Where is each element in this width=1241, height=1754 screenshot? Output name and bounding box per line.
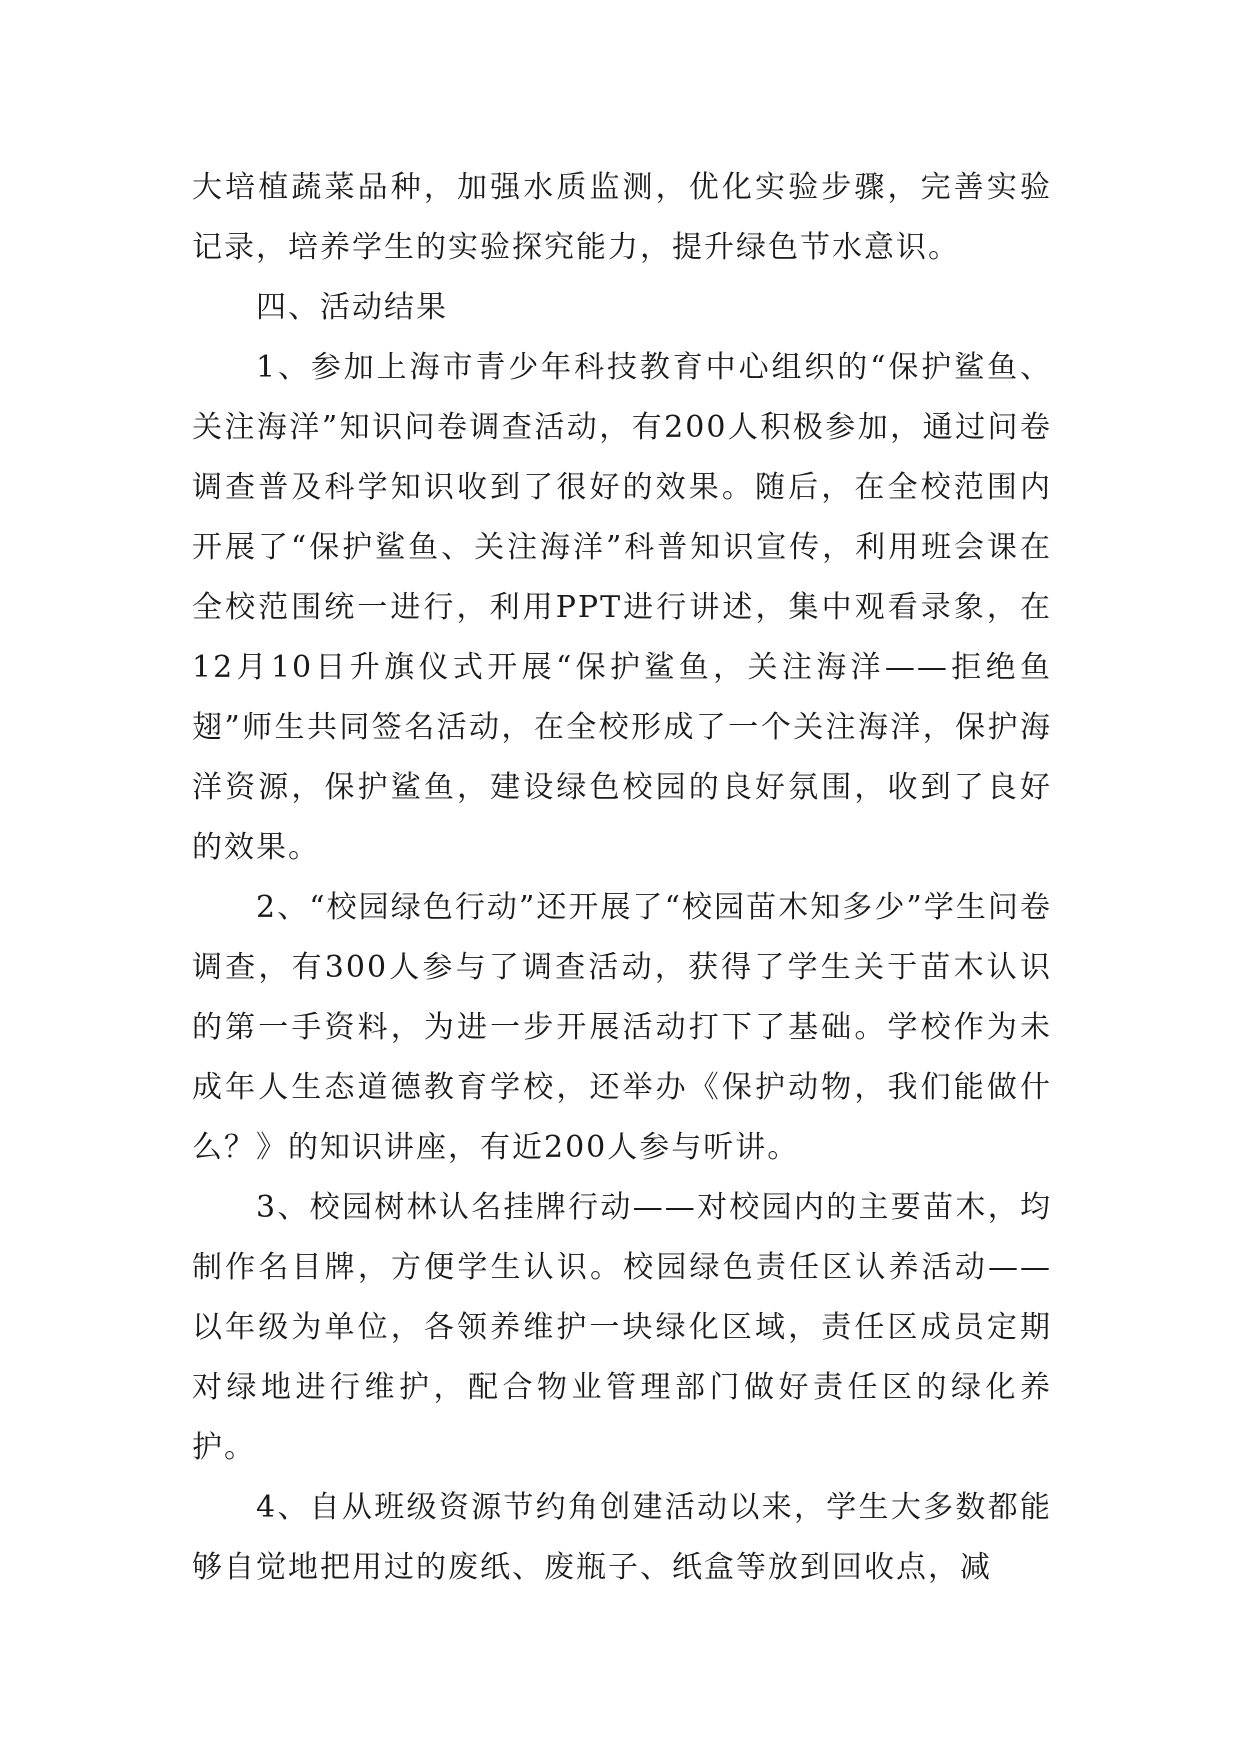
paragraph-item-1: 1、参加上海市青少年科技教育中心组织的“保护鲨鱼、关注海洋”知识问卷调查活动，有200人积极参加，通过问卷调查普及科学知识收到了很好的效果。随后，在全校范围内开展了“保护鲨鱼、关注海洋”科普知识宣传，利用班会课在全校范围统一进行，利用PPT进行讲述，集中观看录象，在12月10日升旗仪式开展“保护鲨鱼，关注海洋——拒绝鱼翅”师生共同签名活动，在全校形成了一个关注海洋，保护海洋资源，保护鲨鱼，建设绿色校园的良好氛围，收到了良好的效果。 <box>192 350 1052 865</box>
document-body <box>192 158 1052 1598</box>
paragraph-item-3: 3、校园树林认名挂牌行动——对校园内的主要苗木，均制作名目牌，方便学生认识。校园绿色责任区认养活动——以年级为单位，各领养维护一块绿化区域，责任区成员定期对绿地进行维护，配合物业管理部门做好责任区的绿化养护。 <box>192 1190 1052 1465</box>
paragraph-item-4: 4、自从班级资源节约角创建活动以来，学生大多数都能够自觉地把用过的废纸、废瓶子、纸盒等放到回收点，减 <box>192 1490 1052 1585</box>
paragraph-continuation: 大培植蔬菜品种，加强水质监测，优化实验步骤，完善实验记录，培养学生的实验探究能力，提升绿色节水意识。 <box>192 170 1052 265</box>
section-heading-activity-results: 四、活动结果 <box>256 290 448 325</box>
paragraph-item-2: 2、“校园绿色行动”还开展了“校园苗木知多少”学生问卷调查，有300人参与了调查活动，获得了学生关于苗木认识的第一手资料，为进一步开展活动打下了基础。学校作为未成年人生态道德教育学校，还举办《保护动物，我们能做什么？》的知识讲座，有近200人参与听讲。 <box>192 890 1052 1165</box>
